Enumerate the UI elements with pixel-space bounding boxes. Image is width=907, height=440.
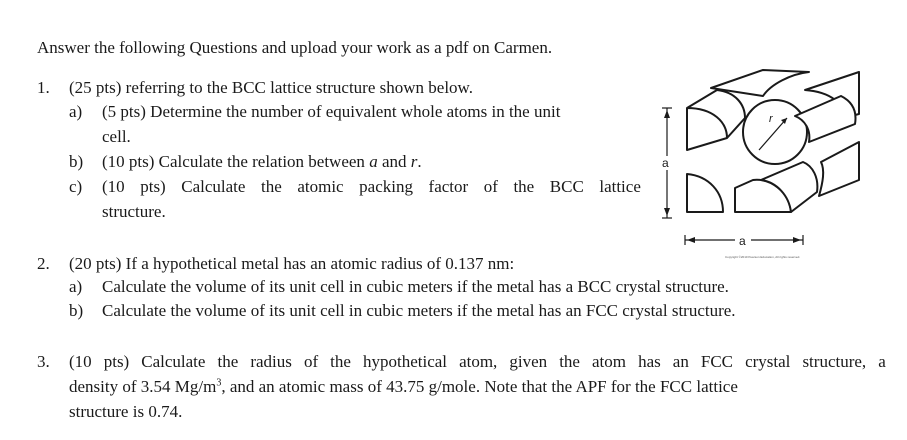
q2-number: 2. — [37, 254, 50, 273]
corner-atom-bottom-front-left — [687, 174, 723, 212]
word: factor — [428, 177, 469, 196]
word: crystal — [745, 352, 791, 371]
word: an — [672, 352, 689, 371]
word: given — [509, 352, 548, 371]
q3-number: 3. — [37, 352, 50, 371]
q2b-label: b) — [69, 301, 84, 320]
word: of — [483, 177, 498, 196]
q1c-line2: structure. — [102, 202, 166, 221]
word: Calculate — [181, 177, 246, 196]
intro-text: Answer the following Questions and upload your work as a pdf on Carmen. — [37, 38, 553, 57]
q1-number: 1. — [37, 78, 50, 97]
q1b-label: b) — [69, 152, 84, 171]
q3-line3: structure is 0.74. — [69, 402, 183, 421]
q3-line2-post: , and an atomic mass of 43.75 g/mole. Note that the APF for the FCC lattice — [221, 377, 738, 396]
corner-atom-top-front-left — [687, 90, 745, 150]
q1a-label: a) — [69, 102, 83, 121]
q1b-mid: and — [377, 152, 411, 171]
q1b-pre: (10 pts) Calculate the relation between — [102, 152, 370, 171]
word: lattice — [599, 177, 641, 196]
word: pts) — [140, 177, 166, 196]
word: atom, — [459, 352, 498, 371]
q1b-var-r: r — [410, 152, 418, 171]
word: (10 — [102, 177, 125, 196]
word: the — [559, 352, 580, 371]
word: hypothetical — [362, 352, 448, 371]
word: (10 — [69, 352, 92, 371]
word: structure, — [802, 352, 867, 371]
word: FCC — [700, 352, 734, 371]
q1b-text — [102, 152, 422, 172]
q1-text: (25 pts) referring to the BCC lattice structure shown below. — [69, 78, 473, 97]
word: the — [217, 352, 239, 371]
word: Calculate — [141, 352, 206, 371]
q2-text: (20 pts) If a hypothetical metal has an atomic radius of 0.137 nm: — [69, 254, 515, 273]
q1c-label: c) — [69, 177, 83, 196]
word: radius — [250, 352, 292, 371]
q1a-line2: cell. — [102, 127, 131, 146]
q3-line2-sup: 3 — [216, 377, 222, 389]
word: pts) — [103, 352, 130, 371]
q1a-line1: (5 pts) Determine the number of equivalent whole atoms in the unit — [102, 102, 561, 121]
q1b-var-a: a — [369, 152, 378, 171]
vertical-edge-label: a — [662, 156, 669, 170]
bcc-unit-cell-figure — [653, 62, 878, 267]
q2b-text: Calculate the volume of its unit cell in cubic meters if the metal has an FCC crystal structure. — [102, 301, 736, 320]
word: the — [330, 352, 351, 371]
word: the — [261, 177, 282, 196]
figure-copyright: Copyright ©2010 Pearson Education, All rights reserved. — [725, 255, 801, 259]
q1b-post: . — [417, 152, 422, 171]
corner-atom-bottom-back-right — [819, 142, 859, 196]
q3-line2 — [69, 377, 738, 397]
q2a-label: a) — [69, 277, 83, 296]
q2a-text: Calculate the volume of its unit cell in cubic meters if the metal has a BCC crystal structure. — [102, 277, 729, 296]
q1c-line1 — [102, 177, 641, 197]
word: the — [513, 177, 535, 196]
word: atom — [592, 352, 627, 371]
horizontal-edge-label: a — [739, 234, 746, 248]
word: a — [878, 352, 886, 371]
word: of — [303, 352, 319, 371]
q3-line2-pre: density of 3.54 Mg/m — [69, 377, 217, 396]
word: packing — [359, 177, 413, 196]
word: atomic — [297, 177, 344, 196]
word: has — [638, 352, 661, 371]
radius-label: r — [769, 113, 773, 125]
word: BCC — [549, 177, 584, 196]
q3-line1 — [69, 352, 886, 372]
